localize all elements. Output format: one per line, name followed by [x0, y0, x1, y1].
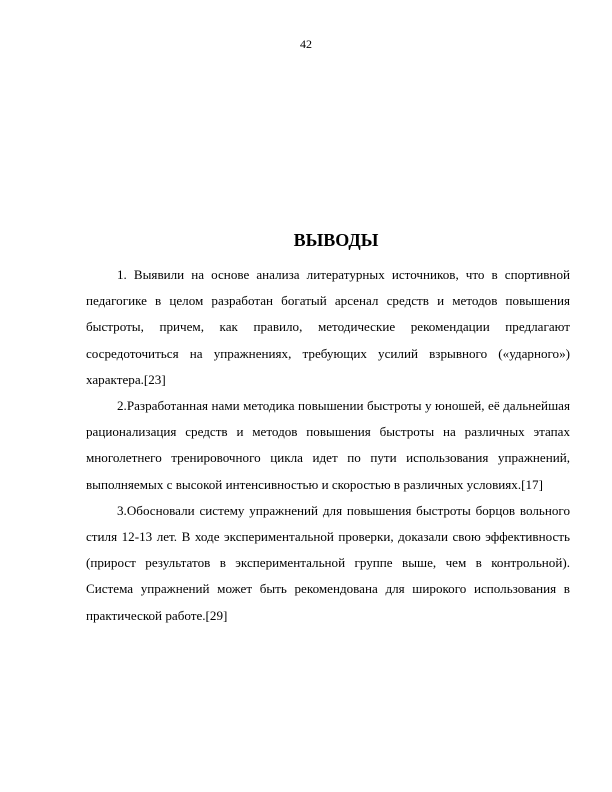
conclusions-body: [86, 262, 570, 629]
conclusion-paragraph-2: 2.Разработанная нами методика повышении быстроты у юношей, её дальнейшая рационализация средств и методов повышения быстроты на различных этапах многолетнего тренировочного цикла идет по пути использования упражнений, выполняемых с высокой интенсивностью и скоростью в различных условиях.[17]: [86, 398, 570, 492]
page-number: 42: [300, 37, 312, 51]
section-heading: ВЫВОДЫ: [293, 230, 379, 250]
conclusion-paragraph-3: 3.Обосновали систему упражнений для повышения быстроты борцов вольного стиля 12-13 лет. В ходе экспериментальной проверки, доказали свою эффективность (прирост результатов в экспериментальной группе выше, чем в контрольной). Система упражнений может быть рекомендована для широкого использования в практической работе.[29]: [86, 502, 570, 623]
conclusion-paragraph-1: 1. Выявили на основе анализа литературных источников, что в спортивной педагогике в целом разработан богатый арсенал средств и методов повышения быстроты, причем, как правило, методические рекомендации предлагают сосредоточиться на упражнениях, требующих усилий взрывного («ударного») характера.[23]: [86, 267, 570, 387]
